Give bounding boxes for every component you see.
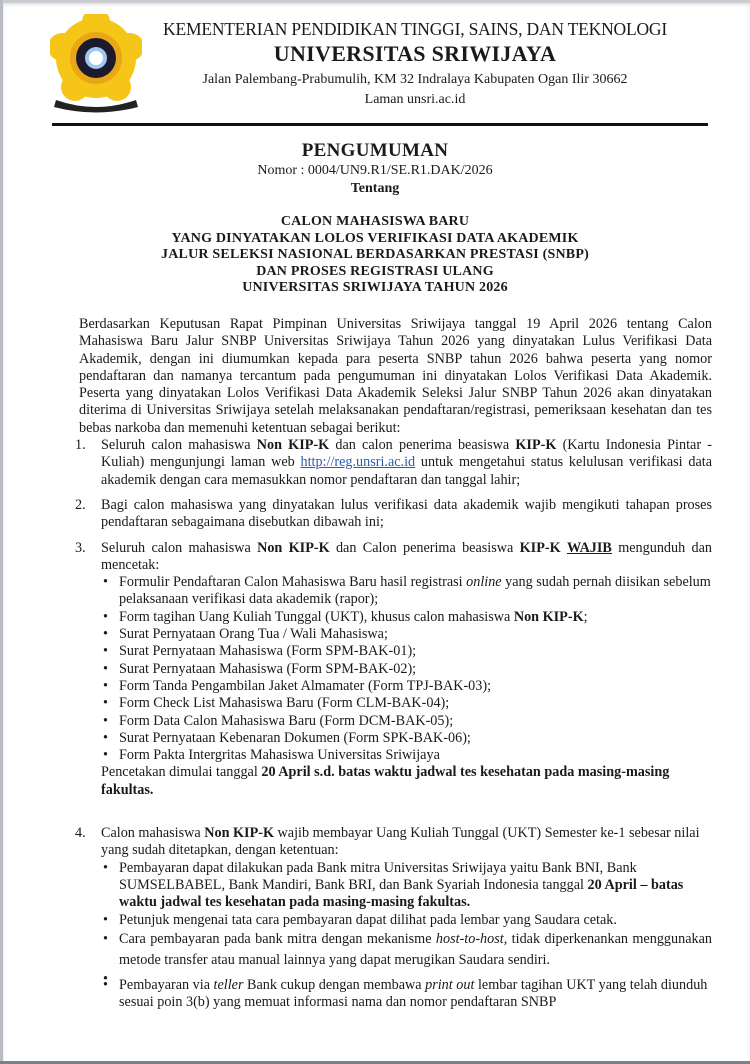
print-period-note: Pencetakan dimulai tanggal 20 April s.d. batas waktu jadwal tes kesehatan pada masing-masing fakultas. <box>101 764 670 798</box>
university-name: UNIVERSITAS SRIWIJAYA <box>273 41 557 66</box>
bullet-item: • Formulir Pendaftaran Calon Mahasiswa Baru hasil registrasi online yang sudah pernah diisikan sebelum pelaksanaan verifikasi data akademik (rapor); <box>101 574 712 609</box>
bullet-item: • Form tagihan Uang Kuliah Tunggal (UKT), khusus calon mahasiswa Non KIP-K; <box>101 609 712 626</box>
subject-line: DAN PROSES REGISTRASI ULANG <box>256 263 494 279</box>
bullet-item: • Surat Pernyataan Mahasiswa (Form SPM-BAK-01); <box>101 643 712 660</box>
letterhead <box>140 18 690 110</box>
bullet-item: • Pembayaran dapat dilakukan pada Bank mitra Universitas Sriwijaya yaitu Bank BNI, Bank SUMSELBABEL, Bank Mandiri, Bank BRI, dan Bank Syariah Indonesia tanggal 20 April – batas waktu jadwal tes kesehatan pada masing-masing fakultas. <box>101 860 712 912</box>
item-text: dan calon penerima beasiswa <box>329 437 516 454</box>
ministry-name: KEMENTERIAN PENDIDIKAN TINGGI, SAINS, DAN TEKNOLOGI <box>163 19 667 39</box>
intro-paragraph: Berdasarkan Keputusan Rapat Pimpinan Universitas Sriwijaya tanggal 19 April 2026 tentang Calon Mahasiswa Baru Jalur SNBP Universitas Sriwijaya Tahun 2026 yang dinyatakan Lulus Verifikasi Data Akademik, dengan ini diumumkan kepada para peserta SNBP tahun 2026 bahwa peserta yang nomor pendaftaran dan namanya tercantum pada pengumuman ini dinyatakan Lolos Verifikasi Data Akademik. Peserta yang dinyatakan Lolos Verifikasi Data Akademik Seleksi Jalur SNBP Tahun 2026 akan dinyatakan diterima di Universitas Sriwijaya setelah melaksanakan pendaftaran/registrasi, pemeriksaan kesehatan dan tes bebas narkoba dan memenuhi ketentuan sebagai berikut: <box>79 316 712 436</box>
bullet-item: • Form Pakta Intergritas Mahasiswa Universitas Sriwijaya <box>101 747 712 764</box>
item-bold: KIP-K <box>519 539 561 556</box>
list-item <box>75 539 713 799</box>
list-item <box>75 825 712 1011</box>
item-bold: Non KIP-K <box>204 825 274 842</box>
item-text: (Kartu Indonesia Pintar - Kuliah) mengunjungi laman web <box>101 437 712 471</box>
registration-link[interactable]: http://reg.unsri.ac.id <box>300 454 416 471</box>
item-number: 3. <box>75 539 86 556</box>
spacer <box>79 489 712 497</box>
bullet-item: • Surat Pernyataan Mahasiswa (Form SPM-BAK-02); <box>101 661 712 678</box>
item-text: Seluruh calon mahasiswa <box>101 437 257 454</box>
announcement-subject <box>0 214 750 297</box>
bullet-item: • Form Data Calon Mahasiswa Baru (Form DCM-BAK-05); <box>101 713 712 730</box>
announcement-heading <box>0 140 750 198</box>
letterhead-divider <box>52 123 708 126</box>
subject-line: YANG DINYATAKAN LOLOS VERIFIKASI DATA AKADEMIK <box>171 230 579 246</box>
bullet-item: • Form Tanda Pengambilan Jaket Almamater (Form TPJ-BAK-03); <box>101 678 712 695</box>
bullet-item: • Surat Pernyataan Kebenaran Dokumen (Form SPK-BAK-06); <box>101 730 712 747</box>
subject-line: CALON MAHASISWA BARU <box>280 214 470 229</box>
item-text: mengunduh dan mencetak: <box>101 539 713 573</box>
item-bold: Non KIP-K <box>256 437 330 454</box>
announcement-title: PENGUMUMAN <box>301 140 449 161</box>
bullet-item: • Form Check List Mahasiswa Baru (Form CLM-BAK-04); <box>101 695 712 712</box>
university-address: Jalan Palembang-Prabumulih, KM 32 Indralaya Kabupaten Ogan Ilir 30662 <box>202 72 628 87</box>
item-bold: KIP-K <box>515 437 557 454</box>
item-text: dan Calon penerima beasiswa <box>329 539 520 556</box>
item-bold: Non KIP-K <box>257 539 330 556</box>
item-text: Calon mahasiswa <box>101 825 205 842</box>
subject-line: UNIVERSITAS SRIWIJAYA TAHUN 2026 <box>242 280 508 296</box>
spacer <box>79 799 712 825</box>
item-text: Seluruh calon mahasiswa <box>101 539 258 556</box>
bullet-item: • Cara pembayaran pada bank mitra dengan mekanisme host-to-host, tidak diperkenankan menggunakan metode transfer atau manual lainnya yang dapat merugikan Saudara sendiri. <box>101 929 712 971</box>
documents-list <box>101 574 712 764</box>
list-item <box>75 437 712 489</box>
requirements-list <box>75 437 713 1011</box>
item-number: 1. <box>75 437 86 454</box>
payment-rules-list <box>101 860 712 1012</box>
bullet-item: • Petunjuk mengenai tata cara pembayaran dapat dilihat pada lembar yang Saudara cetak. <box>101 912 712 929</box>
item-text: untuk mengetahui status kelulusan verifikasi data akademik dengan cara memasukkan nomor pendaftaran dan tanggal lahir; <box>101 454 712 488</box>
bullet-item: • Surat Pernyataan Orang Tua / Wali Mahasiswa; <box>101 626 712 643</box>
announcement-number: Nomor : 0004/UN9.R1/SE.R1.DAK/2026 <box>257 163 493 178</box>
subject-line: JALUR SELEKSI NASIONAL BERDASARKAN PRESTASI (SNBP) <box>161 247 589 263</box>
spacer <box>79 532 712 540</box>
university-website: Laman unsri.ac.id <box>364 92 466 107</box>
bullet-item: • Pembayaran via teller Bank cukup dengan membawa print out lembar tagihan UKT yang telah diunduh sesuai poin 3(b) yang memuat informasi nama dan nomor pendaftaran SNBP <box>101 977 712 1012</box>
university-seal-icon <box>50 14 142 114</box>
seal-ribbon <box>54 100 138 113</box>
item-bold-underline: WAJIB <box>566 539 612 556</box>
list-item <box>75 496 712 532</box>
announcement-body <box>75 316 713 1011</box>
announcement-about: Tentang <box>350 181 400 196</box>
item-number: 4. <box>75 825 86 842</box>
item-text: wajib membayar Uang Kuliah Tunggal (UKT) Semester ke-1 sebesar nilai yang sudah ditetapkan, dengan ketentuan: <box>101 825 700 859</box>
item-number: 2. <box>75 496 86 513</box>
item-text: Bagi calon mahasiswa yang dinyatakan lulus verifikasi data akademik wajib mengikuti tahapan proses pendaftaran sebagaimana disebutkan dibawah ini; <box>101 496 712 531</box>
